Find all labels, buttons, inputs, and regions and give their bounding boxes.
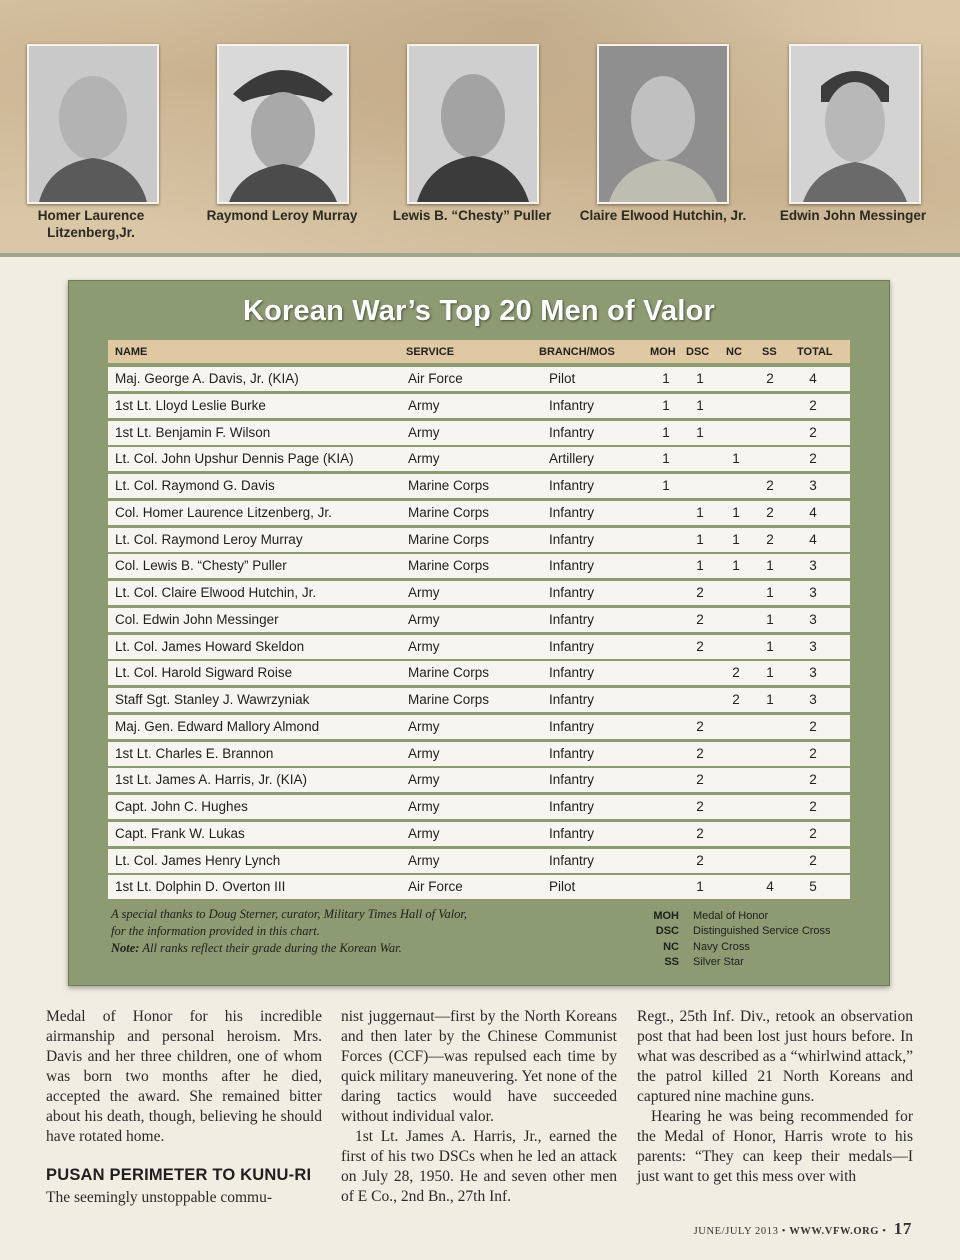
cell-service: Army — [408, 638, 440, 654]
header-service: SERVICE — [406, 346, 455, 358]
caption-litzenberg — [16, 207, 166, 241]
cell-total: 2 — [809, 799, 817, 814]
table-row — [108, 822, 850, 846]
table-header-row — [108, 340, 850, 363]
cell-service: Army — [408, 772, 440, 788]
cell-branch: Artillery — [549, 451, 595, 467]
cell-branch: Infantry — [549, 638, 595, 654]
cell-ss: 1 — [766, 611, 774, 627]
cell-branch: Infantry — [549, 852, 595, 868]
legend-def: Distinguished Service Cross — [693, 925, 831, 938]
cell-moh: 1 — [662, 424, 670, 440]
legend-def: Silver Star — [693, 955, 744, 968]
article-column-1 — [46, 1007, 322, 1208]
cell-branch: Pilot — [549, 371, 576, 386]
cell-ss: 1 — [766, 692, 774, 707]
cell-total: 3 — [809, 611, 817, 627]
legend-abbr: SS — [664, 955, 679, 968]
table-row — [108, 528, 850, 552]
note-text: All ranks reflect their grade during the Korean War. — [139, 941, 402, 955]
cell-service: Army — [408, 745, 440, 761]
cell-service: Marine Corps — [408, 692, 490, 707]
cell-name: Col. Homer Laurence Litzenberg, Jr. — [115, 504, 332, 520]
table-row — [108, 849, 850, 873]
cell-service: Marine Corps — [408, 478, 490, 493]
table-row — [108, 394, 850, 418]
table-row — [108, 768, 850, 792]
legend-def: Medal of Honor — [693, 910, 769, 922]
cell-nc: 2 — [732, 692, 740, 707]
cell-service: Marine Corps — [408, 665, 490, 681]
header-moh: MOH — [650, 346, 676, 358]
cell-name: Lt. Col. James Henry Lynch — [115, 852, 281, 868]
cell-branch: Pilot — [549, 879, 576, 895]
cell-dsc: 2 — [696, 611, 704, 627]
article-paragraph: Medal of Honor for his incredible airmanship and personal heroism. Mrs. Davis and her three children, one of whom was born two months after he died, accepted the award. She remained bitter about his death, though, believing he should have rotated home. — [46, 1008, 322, 1145]
cell-dsc: 2 — [696, 585, 704, 600]
cell-ss: 2 — [766, 478, 774, 493]
cell-moh: 1 — [662, 397, 670, 413]
cell-branch: Infantry — [549, 665, 595, 681]
cell-total: 2 — [809, 852, 817, 868]
portrait-murray — [217, 44, 349, 204]
portrait-litzenberg — [27, 44, 159, 204]
portrait-photo-icon — [219, 46, 347, 202]
cell-branch: Infantry — [549, 504, 595, 520]
note-line: A special thanks to Doug Sterner, curator, Military Times Hall of Valor, — [111, 907, 468, 921]
cell-moh: 1 — [662, 478, 670, 493]
note-label: Note: — [111, 941, 140, 955]
cell-branch: Infantry — [549, 585, 595, 600]
article-paragraph: Hearing he was being recommended for the Medal of Honor, Harris wrote to his parents: “They can keep their medals—I just want to get this mess over with — [637, 1108, 913, 1185]
cell-nc: 2 — [732, 665, 740, 681]
table-row — [108, 715, 850, 739]
cell-branch: Infantry — [549, 799, 595, 814]
cell-service: Army — [408, 611, 440, 627]
cell-branch: Infantry — [549, 397, 595, 413]
cell-total: 2 — [809, 424, 817, 440]
cell-dsc: 1 — [696, 531, 704, 547]
cell-dsc: 2 — [696, 799, 704, 814]
cell-dsc: 1 — [696, 879, 704, 895]
cell-dsc: 2 — [696, 772, 704, 788]
cell-name: Lt. Col. James Howard Skeldon — [115, 638, 305, 654]
page-number: 17 — [893, 1219, 912, 1238]
cell-total: 5 — [809, 879, 817, 895]
cell-service: Marine Corps — [408, 531, 490, 547]
portrait-hutchin — [597, 44, 729, 204]
header-name: NAME — [115, 346, 148, 358]
valor-table-panel — [68, 280, 890, 986]
table-row — [108, 608, 850, 632]
portrait-photo-icon — [409, 46, 537, 202]
cell-service: Army — [408, 585, 440, 600]
cell-total: 2 — [809, 718, 817, 734]
cell-name: Col. Lewis B. “Chesty” Puller — [115, 558, 287, 574]
table-row — [108, 367, 850, 391]
header-dsc: DSC — [686, 346, 710, 358]
table-row — [108, 635, 850, 659]
note-line — [111, 940, 541, 957]
cell-service: Army — [408, 799, 440, 814]
cell-total: 3 — [809, 558, 817, 574]
legend-def: Navy Cross — [693, 940, 750, 953]
cell-branch: Infantry — [549, 825, 595, 841]
cell-moh: 1 — [662, 451, 670, 467]
table-note — [111, 906, 541, 957]
header-total: TOTAL — [797, 346, 833, 358]
cell-dsc: 2 — [696, 638, 704, 654]
cell-service: Army — [408, 397, 440, 413]
table-title: Korean War’s Top 20 Men of Valor — [242, 295, 716, 327]
article-column-2 — [341, 1007, 617, 1207]
cell-total: 2 — [809, 825, 817, 841]
cell-dsc: 1 — [696, 397, 704, 413]
cell-ss: 4 — [766, 879, 774, 895]
caption-puller: Lewis B. “Chesty” Puller — [392, 208, 552, 223]
portrait-messinger — [789, 44, 921, 204]
cell-total: 4 — [809, 504, 817, 520]
table-row — [108, 447, 850, 471]
cell-name: 1st Lt. James A. Harris, Jr. (KIA) — [115, 772, 308, 788]
cell-nc: 1 — [732, 504, 740, 520]
caption-line: Homer Laurence — [37, 208, 145, 223]
cell-total: 2 — [809, 397, 817, 413]
cell-ss: 2 — [766, 371, 774, 386]
table-row — [108, 421, 850, 445]
cell-total: 3 — [809, 585, 817, 600]
cell-name: Lt. Col. Claire Elwood Hutchin, Jr. — [115, 585, 317, 600]
cell-ss: 1 — [766, 638, 774, 654]
cell-name: Staff Sgt. Stanley J. Wawrzyniak — [115, 692, 310, 707]
portrait-puller — [407, 44, 539, 204]
cell-service: Air Force — [408, 879, 463, 895]
table-row — [108, 474, 850, 498]
cell-total: 3 — [809, 692, 817, 707]
cell-ss: 2 — [766, 504, 774, 520]
portrait-photo-icon — [791, 46, 919, 202]
cell-name: 1st Lt. Lloyd Leslie Burke — [115, 397, 266, 413]
table-row — [108, 688, 850, 712]
cell-name: 1st Lt. Dolphin D. Overton III — [115, 879, 286, 895]
cell-nc: 1 — [732, 558, 740, 574]
portrait-photo-icon — [599, 46, 727, 202]
caption-messinger: Edwin John Messinger — [779, 208, 927, 223]
table-row — [108, 875, 850, 899]
cell-service: Marine Corps — [408, 558, 490, 574]
cell-total: 4 — [809, 531, 817, 547]
cell-ss: 2 — [766, 531, 774, 547]
header-branch: BRANCH/MOS — [539, 346, 615, 358]
cell-name: Lt. Col. John Upshur Dennis Page (KIA) — [115, 451, 354, 467]
cell-name: Lt. Col. Harold Sigward Roise — [115, 665, 293, 681]
cell-name: Lt. Col. Raymond G. Davis — [115, 478, 275, 493]
table-row — [108, 661, 850, 685]
legend-abbr: MOH — [653, 910, 679, 922]
cell-branch: Infantry — [549, 478, 595, 493]
table-row — [108, 501, 850, 525]
cell-service: Army — [408, 852, 440, 868]
table-row — [108, 554, 850, 578]
article-paragraph: Regt., 25th Inf. Div., retook an observation post that had been lost just hours before. In what was described as a “whirlwind attack,” the patrol killed 21 North Koreans and captured nine machine guns. — [637, 1008, 913, 1105]
cell-branch: Infantry — [549, 611, 595, 627]
cell-name: Col. Edwin John Messinger — [115, 611, 279, 627]
caption-line: Litzenberg,Jr. — [47, 225, 135, 240]
cell-dsc: 1 — [696, 504, 704, 520]
cell-branch: Infantry — [549, 772, 595, 788]
legend-abbr: NC — [663, 940, 679, 953]
cell-service: Army — [408, 825, 440, 841]
note-line: for the information provided in this chart. — [111, 924, 320, 938]
cell-service: Army — [408, 718, 440, 734]
cell-dsc: 1 — [696, 371, 704, 386]
website-link[interactable]: WWW.VFW.ORG — [789, 1226, 880, 1237]
cell-ss: 1 — [766, 558, 774, 574]
cell-total: 3 — [809, 638, 817, 654]
cell-name: Maj. George A. Davis, Jr. (KIA) — [115, 371, 299, 386]
cell-ss: 1 — [766, 585, 774, 600]
cell-branch: Infantry — [549, 531, 595, 547]
cell-branch: Infantry — [549, 424, 595, 440]
footer-separator: • — [882, 1226, 887, 1237]
cell-dsc: 2 — [696, 718, 704, 734]
header-ss: SS — [762, 346, 777, 358]
article-column-3 — [637, 1007, 913, 1187]
cell-moh: 1 — [662, 371, 670, 386]
article-paragraph: nist juggernaut—first by the North Koreans and then later by the Chinese Communist Forces (CCF)—was repulsed each time by quick military maneuvering. Yet none of the daring tactics would have succeeded without individual valor. — [341, 1008, 617, 1125]
cell-dsc: 2 — [696, 852, 704, 868]
cell-name: Maj. Gen. Edward Mallory Almond — [115, 718, 320, 734]
cell-total: 2 — [809, 772, 817, 788]
cell-service: Air Force — [408, 371, 463, 386]
portrait-photo-icon — [29, 46, 157, 202]
table-row — [108, 581, 850, 605]
cell-nc: 1 — [732, 531, 740, 547]
cell-total: 2 — [809, 745, 817, 761]
cell-nc: 1 — [732, 451, 740, 467]
cell-service: Army — [408, 451, 440, 467]
cell-total: 3 — [809, 665, 817, 681]
cell-dsc: 1 — [696, 558, 704, 574]
page-footer — [694, 1219, 912, 1239]
table-row — [108, 742, 850, 766]
header-nc: NC — [726, 346, 742, 358]
cell-service: Marine Corps — [408, 504, 490, 520]
cell-branch: Infantry — [549, 558, 595, 574]
cell-branch: Infantry — [549, 745, 595, 761]
issue-date: JUNE/JULY 2013 — [693, 1226, 779, 1237]
cell-name: Lt. Col. Raymond Leroy Murray — [115, 531, 303, 547]
cell-total: 3 — [809, 478, 817, 493]
caption-murray: Raymond Leroy Murray — [206, 208, 358, 223]
cell-service: Army — [408, 424, 440, 440]
table-row — [108, 795, 850, 819]
cell-dsc: 1 — [696, 424, 704, 440]
article-paragraph: 1st Lt. James A. Harris, Jr., earned the first of his two DSCs when he led an attack on July 28, 1950. He and seven other men of E Co., 2nd Bn., 27th Inf. — [341, 1128, 617, 1205]
section-subhead: PUSAN PERIMETER TO KUNU-RI — [46, 1166, 312, 1184]
cell-dsc: 2 — [696, 825, 704, 841]
cell-branch: Infantry — [549, 718, 595, 734]
cell-ss: 1 — [766, 665, 774, 681]
cell-name: 1st Lt. Benjamin F. Wilson — [115, 424, 271, 440]
cell-name: 1st Lt. Charles E. Brannon — [115, 745, 274, 761]
cell-name: Capt. John C. Hughes — [115, 799, 248, 814]
article-paragraph: The seemingly unstoppable commu- — [46, 1189, 272, 1206]
cell-dsc: 2 — [696, 745, 704, 761]
cell-total: 2 — [809, 451, 817, 467]
cell-branch: Infantry — [549, 692, 595, 707]
cell-total: 4 — [809, 371, 817, 386]
legend-abbr: DSC — [655, 925, 679, 938]
footer-separator: • — [781, 1226, 786, 1237]
cell-name: Capt. Frank W. Lukas — [115, 825, 245, 841]
caption-hutchin: Claire Elwood Hutchin, Jr. — [579, 208, 747, 223]
